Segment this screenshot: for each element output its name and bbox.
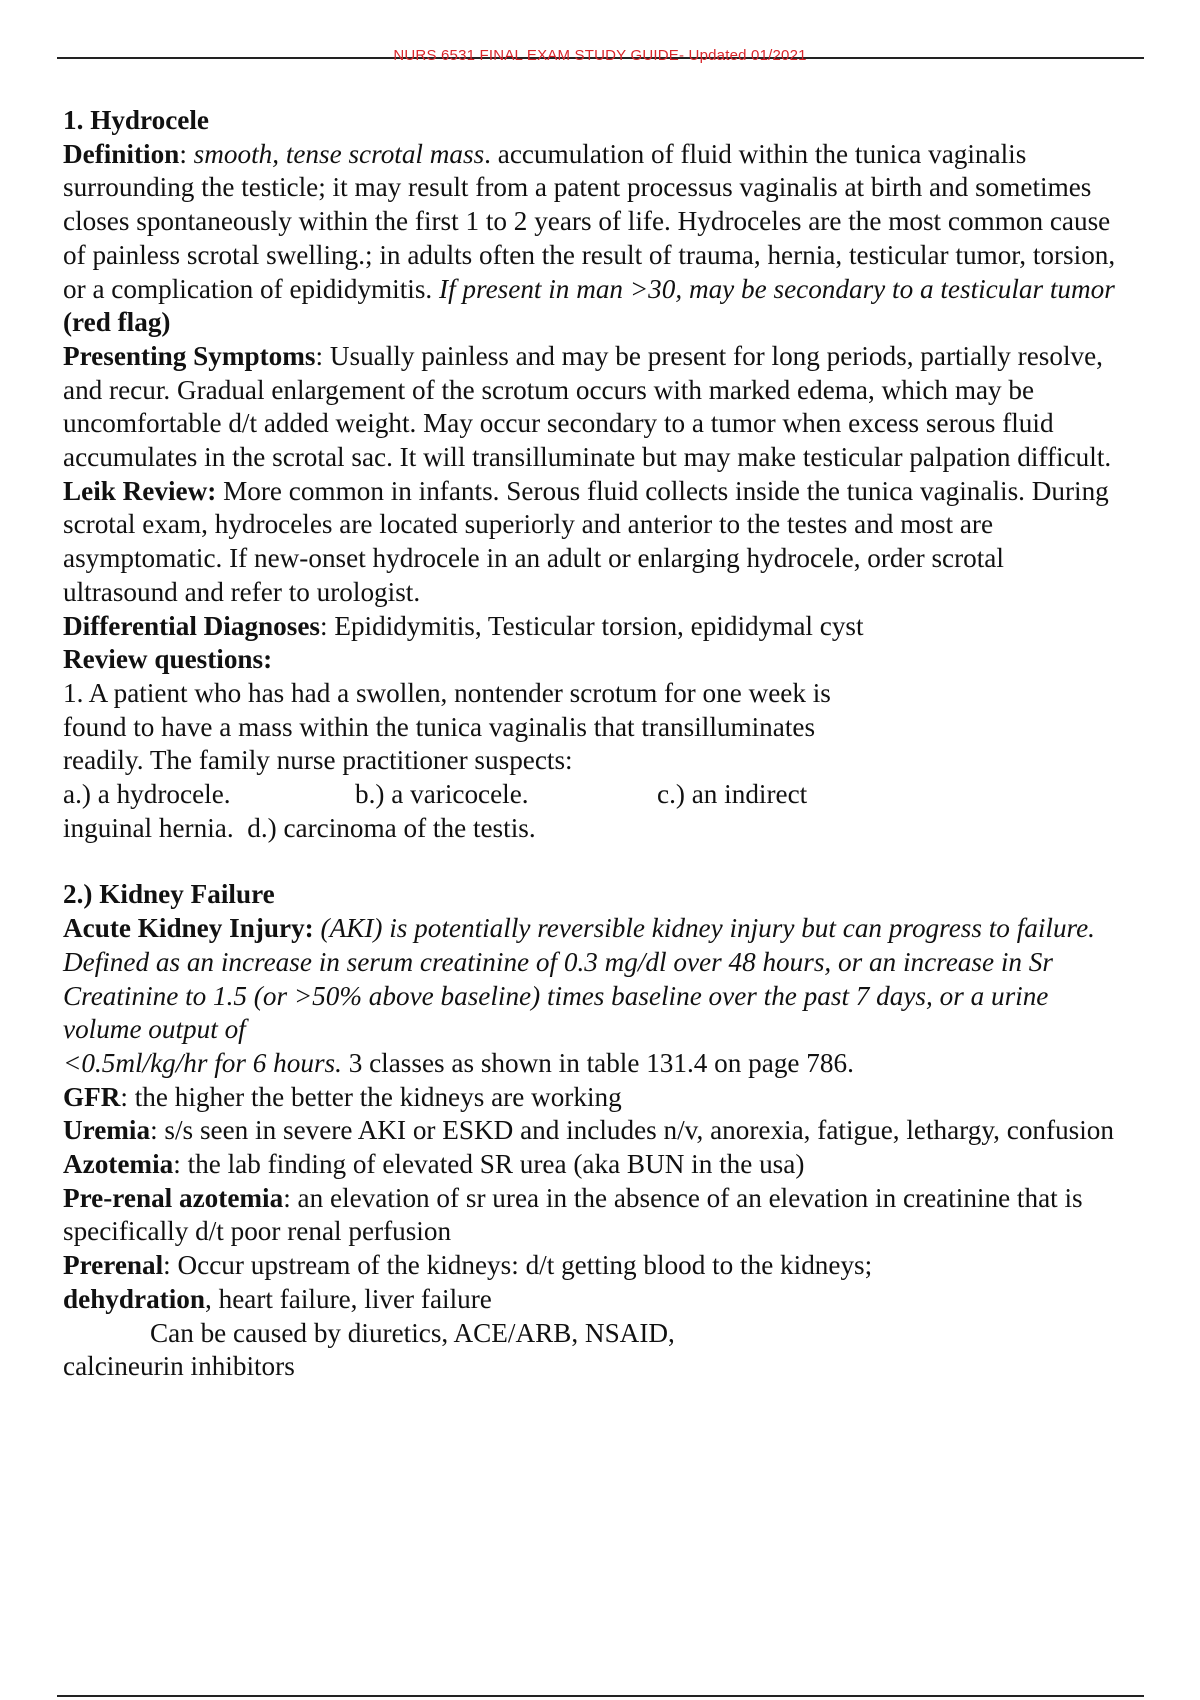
hydrocele-definition: Definition: smooth, tense scrotal mass. accumulation of fluid within the tunica vaginalis surrounding the testicle; it may result from a patent processus vaginalis at birth and sometimes closes spontaneously within the first 1 to 2 years of life. Hydroceles are the most common cause of painless scrotal swelling.; in adults often the result of trauma, hernia, testicular tumor, torsion, or a complication of epididymitis. If present in man >30, may be secondary to a testicular tumor (red flag) [63,138,1116,338]
answer-options-row-2 [63,812,1123,846]
document-body [63,104,1123,1384]
aki-definition: Acute Kidney Injury: (AKI) is potentially reversible kidney injury but can progress to failure. Defined as an increase in serum creatinine of 0.3 mg/dl over 48 hours, or an increase in Sr Creatinine to 1.5 (or >50% above baseline) times baseline over the past 7 days, or a urine volume output of <0.5ml/kg/hr for 6 hours. 3 classes as shown in table 131.4 on page 786. [63,913,1095,1078]
hydrocele-leik-review: Leik Review: More common in infants. Serous fluid collects inside the tunica vaginalis. During scrotal exam, hydroceles are located superiorly and anterior to the testes and most are asymptomatic. If new-onset hydrocele in an adult or enlarging hydrocele, order scrotal ultrasound and refer to urologist. [63,475,1109,607]
prerenal-causes-line1: Can be caused by diuretics, ACE/ARB, NSAID, [150,1317,675,1348]
prerenal-definition: Prerenal: Occur upstream of the kidneys: d/t getting blood to the kidneys; dehydration, heart failure, liver failure [63,1250,873,1314]
footer-rule [57,1695,1144,1697]
option-b: b.) a varicocele. [355,779,529,810]
section-heading-kidney-failure: 2.) Kidney Failure [63,879,275,910]
document-header-title: NURS 6531 FINAL EXAM STUDY GUIDE- Updated 01/2021 [393,47,807,64]
uremia-definition: Uremia: s/s seen in severe AKI or ESKD and includes n/v, anorexia, fatigue, lethargy, confusion [63,1115,1114,1146]
option-c-continued: inguinal hernia. [63,812,234,843]
option-c: c.) an indirect [657,779,808,810]
prerenal-azotemia-definition: Pre-renal azotemia: an elevation of sr urea in the absence of an elevation in creatinine that is specifically d/t poor renal perfusion [63,1182,1083,1247]
review-question-text: 1. A patient who has had a swollen, nontender scrotum for one week is found to have a mass within the tunica vaginalis that transilluminates readily. The family nurse practitioner suspects: [63,677,831,776]
prerenal-causes-line2: calcineurin inhibitors [63,1351,295,1382]
answer-options-row [63,778,1123,812]
review-questions-label: Review questions: [63,644,273,675]
section-spacer [63,845,1123,878]
azotemia-definition: Azotemia: the lab finding of elevated SR urea (aka BUN in the usa) [63,1149,805,1180]
hydrocele-symptoms: Presenting Symptoms: Usually painless and may be present for long periods, partially resolve, and recur. Gradual enlargement of the scrotum occurs with marked edema, which may be uncomfortable d/t added weight. May occur secondary to a tumor when excess serous fluid accumulates in the scrotal sac. It will transilluminate but may make testicular palpation difficult. [63,340,1112,473]
option-a: a.) a hydrocele. [63,779,231,810]
option-d: d.) carcinoma of the testis. [247,812,536,843]
section-heading-hydrocele: 1. Hydrocele [63,105,209,135]
gfr-definition: GFR: the higher the better the kidneys are working [63,1081,622,1112]
hydrocele-differential: Differential Diagnoses: Epididymitis, Testicular torsion, epididymal cyst [63,610,864,641]
